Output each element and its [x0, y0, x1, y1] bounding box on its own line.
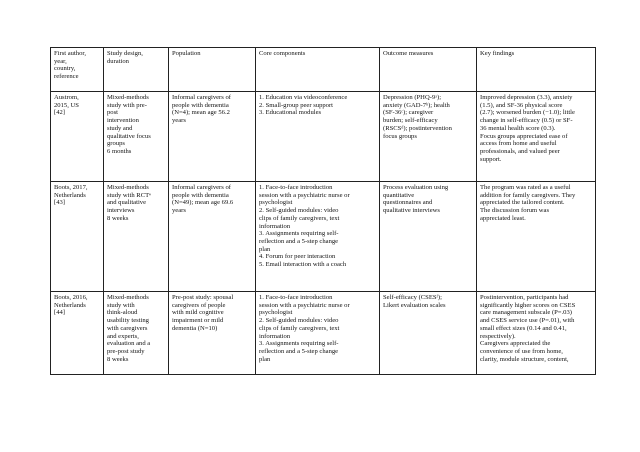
cell-components [256, 92, 380, 182]
cell-text-line: 2. Self-guided modules: video [259, 317, 339, 325]
cell-text-line: Netherlands [54, 191, 86, 199]
cell-text-line: The program was rated as a useful [480, 184, 571, 191]
cell-text-line: reference [54, 73, 79, 81]
cell-population [169, 292, 256, 375]
cell-text-line: Improved depression (3.3), anxiety [480, 94, 573, 101]
cell-text-line: Core components [259, 50, 306, 57]
cell-text-line: and CSES service use (P=.01), with [480, 317, 575, 325]
cell-text-line: years [172, 117, 186, 125]
header-cell-outcomes [380, 48, 477, 92]
cell-text-line: Process evaluation using [383, 184, 449, 191]
cell-text-line: clips of family caregivers, text [259, 214, 340, 222]
cell-text-line: psychologist [259, 199, 293, 207]
cell-author [51, 182, 104, 292]
cell-text-line: (2.7); worsened burden (−1.0); little [480, 109, 575, 117]
cell-components [256, 182, 380, 292]
cell-text-line: The discussion forum was [480, 207, 550, 215]
cell-text-line: (N=4); mean age 56.2 [172, 109, 230, 117]
cell-text-line: [44] [54, 309, 65, 317]
cell-text-line: reflection and a 5-step change [259, 237, 339, 245]
cell-text-line: Informal caregivers of [172, 94, 231, 101]
cell-text-line: 4. Forum for peer interaction [259, 253, 336, 261]
cell-text-line: with caregivers [107, 324, 148, 332]
cell-text-line: Austrom, [54, 94, 79, 101]
cell-text-line: years [172, 207, 186, 215]
cell-outcomes [380, 292, 477, 375]
cell-text-line: year, [54, 57, 67, 65]
cell-text-line: information [259, 222, 291, 230]
cell-text-line: and qualitative [107, 199, 146, 207]
cell-text-line: (SF-36ᶜ); caregiver [383, 109, 434, 117]
cell-text-line: First author, [54, 50, 86, 57]
cell-text-line: 3. Assignments requiring self- [259, 340, 339, 348]
header-cell-author [51, 48, 104, 92]
cell-text-line: 1. Face-to-face introduction [259, 184, 333, 191]
cell-text-line: (1.5), and SF-36 physical score [480, 101, 563, 109]
cell-author [51, 92, 104, 182]
cell-text-line: people with dementia [172, 101, 229, 109]
cell-text-line: Mixed-methods [107, 94, 149, 101]
table-row [51, 92, 596, 182]
cell-text-line: Pre-post study: spousal [172, 294, 234, 301]
cell-text-line: study and [107, 124, 133, 132]
cell-text-line: people with dementia [172, 191, 229, 199]
cell-findings [477, 92, 596, 182]
cell-text-line: [43] [54, 199, 65, 207]
cell-text-line: usability testing [107, 317, 149, 325]
cell-text-line: 2. Self-guided modules: video [259, 207, 339, 215]
cell-text-line: respectively). [480, 332, 516, 340]
cell-text-line: quantitative [383, 191, 415, 199]
cell-text-line: Informal caregivers of [172, 184, 231, 191]
cell-text-line: Outcome measures [383, 50, 434, 57]
cell-population [169, 92, 256, 182]
cell-text-line: Netherlands [54, 301, 86, 309]
cell-text-line: 36 mental health score (0.3). [480, 124, 556, 132]
cell-design [104, 92, 169, 182]
header-cell-findings [477, 48, 596, 92]
table-body [51, 48, 596, 375]
cell-text-line: change in self-efficacy (0.5) or SF- [480, 117, 573, 125]
cell-text-line: 5. Email interaction with a coach [259, 261, 347, 269]
header-cell-population [169, 48, 256, 92]
cell-text-line: country, [54, 65, 76, 73]
cell-text-line: study with [107, 301, 135, 309]
cell-text-line: session with a psychiatric nurse or [259, 191, 350, 199]
cell-text-line: appreciated the tailored content. [480, 199, 565, 207]
cell-text-line: session with a psychiatric nurse or [259, 301, 350, 309]
table-row [51, 292, 596, 375]
cell-text-line: 1. Face-to-face introduction [259, 294, 333, 301]
cell-text-line: (N=49); mean age 69.6 [172, 199, 234, 207]
cell-text-line: burden; self-efficacy [383, 117, 438, 125]
cell-text-line: [42] [54, 109, 65, 117]
cell-text-line: Population [172, 50, 201, 57]
cell-text-line: Key findings [480, 50, 515, 57]
header-cell-design [104, 48, 169, 92]
cell-text-line: evaluation and a [107, 340, 151, 348]
cell-text-line: qualitative focus [107, 132, 151, 140]
cell-text-line: 1. Education via videoconference [259, 94, 348, 101]
cell-text-line: 2015, US [54, 101, 79, 109]
cell-text-line: appreciated least. [480, 214, 526, 222]
cell-components [256, 292, 380, 375]
cell-text-line: study with pre- [107, 101, 147, 109]
cell-text-line: Mixed-methods [107, 184, 149, 191]
cell-outcomes [380, 92, 477, 182]
cell-text-line: Postintervention, participants had [480, 294, 569, 301]
cell-text-line: 8 weeks [107, 355, 129, 363]
cell-text-line: addition for family caregivers. They [480, 191, 576, 199]
cell-text-line: clips of family caregivers, text [259, 324, 340, 332]
cell-text-line: dementia (N=10) [172, 324, 218, 332]
cell-population [169, 182, 256, 292]
cell-text-line: with mild cognitive [172, 309, 224, 317]
cell-text-line: and experts, [107, 332, 139, 340]
cell-text-line: psychologist [259, 309, 293, 317]
table-header-row [51, 48, 596, 92]
cell-text-line: pre-post study [107, 347, 145, 355]
cell-text-line: 6 months [107, 147, 132, 155]
cell-text-line: duration [107, 57, 129, 65]
header-cell-components [256, 48, 380, 92]
cell-text-line: reflection and a 5-step change [259, 347, 339, 355]
cell-findings [477, 182, 596, 292]
evidence-table [50, 47, 596, 375]
cell-text-line: focus groups [383, 132, 417, 140]
cell-text-line: impairment or mild [172, 317, 224, 325]
cell-design [104, 292, 169, 375]
cell-text-line: small effect sizes (0.14 and 0.41, [480, 324, 567, 332]
cell-text-line: interviews [107, 207, 135, 215]
cell-text-line: Caregivers appreciated the [480, 340, 551, 348]
cell-text-line: Focus groups appreciated ease of [480, 132, 568, 140]
cell-text-line: Likert evaluation scales [383, 301, 446, 309]
cell-text-line: Boots, 2016, [54, 294, 88, 301]
cell-text-line: groups [107, 140, 125, 148]
cell-text-line: study with RCTᵉ [107, 191, 151, 199]
cell-text-line: access from home and useful [480, 140, 557, 148]
table-row [51, 182, 596, 292]
cell-text-line: clarity, module structure, content, [480, 355, 569, 363]
cell-author [51, 292, 104, 375]
cell-text-line: intervention [107, 117, 139, 125]
cell-text-line: Self-efficacy (CSESᶠ); [383, 294, 442, 301]
cell-text-line: Boots, 2017, [54, 184, 88, 191]
cell-text-line: 3. Educational modules [259, 109, 322, 117]
cell-outcomes [380, 182, 477, 292]
cell-text-line: support. [480, 155, 502, 163]
cell-text-line: qualitative interviews [383, 207, 440, 215]
cell-text-line: anxiety (GAD-7ᵇ); health [383, 101, 450, 109]
cell-text-line: Mixed-methods [107, 294, 149, 301]
cell-text-line: think-aloud [107, 309, 138, 317]
cell-text-line: plan [259, 355, 271, 363]
cell-text-line: 2. Small-group peer support [259, 101, 333, 109]
cell-text-line: 8 weeks [107, 214, 129, 222]
cell-text-line: post [107, 109, 118, 117]
cell-text-line: information [259, 332, 291, 340]
cell-text-line: significantly higher scores on CSES [480, 301, 576, 309]
cell-design [104, 182, 169, 292]
cell-text-line: (RSCSᵈ); postintervention [383, 124, 452, 132]
cell-text-line: convenience of use from home, [480, 347, 563, 355]
cell-text-line: Study design, [107, 50, 143, 57]
cell-text-line: professionals, and valued peer [480, 147, 560, 155]
cell-text-line: plan [259, 245, 271, 253]
cell-findings [477, 292, 596, 375]
cell-text-line: 3. Assignments requiring self- [259, 230, 339, 238]
cell-text-line: questionnaires and [383, 199, 433, 207]
cell-text-line: Depression (PHQ-9ᵃ); [383, 94, 442, 101]
cell-text-line: care management subscale (P=.03) [480, 309, 572, 317]
cell-text-line: caregivers of people [172, 301, 226, 309]
